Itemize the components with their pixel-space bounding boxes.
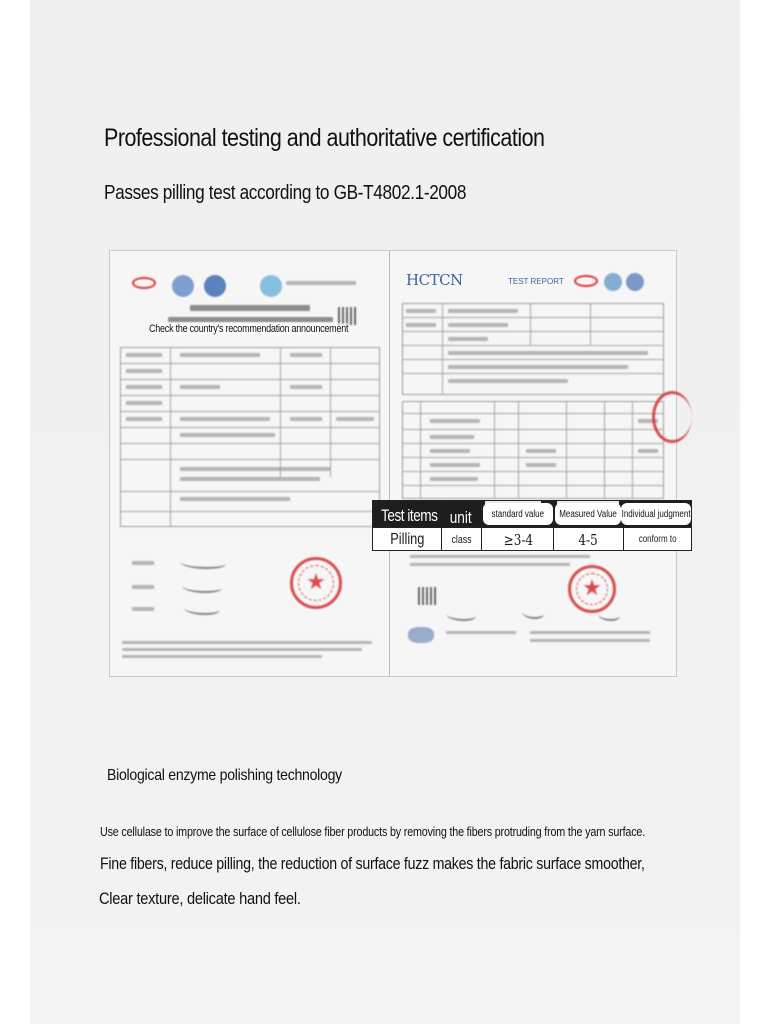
decor-text — [126, 401, 162, 405]
decor-line — [120, 491, 380, 492]
official-seal-icon — [652, 391, 692, 443]
decor-text — [430, 449, 470, 453]
decor-line — [120, 411, 380, 412]
decor-text — [530, 631, 650, 634]
decor-line — [402, 485, 664, 486]
cell-unit-text: class — [451, 533, 473, 546]
report-label: TEST REPORT — [508, 277, 564, 286]
decor-line — [402, 413, 664, 414]
page-title: Professional testing and authoritative certification — [104, 124, 545, 152]
decor-line — [494, 401, 495, 499]
decor-line — [530, 303, 531, 345]
spec-table — [372, 500, 692, 551]
decor-text — [526, 463, 556, 467]
cell-test-item-text: Pilling — [389, 530, 425, 548]
decor-text — [180, 385, 220, 389]
technology-description-line-2: Fine fibers, reduce pilling, the reduction of surface fuzz makes the fabric surface smoother, — [100, 855, 645, 873]
decor-text — [122, 641, 372, 644]
technology-title: Biological enzyme polishing technology — [107, 767, 342, 784]
cell-unit — [441, 528, 483, 551]
decor-text — [406, 309, 436, 313]
signature-icon — [598, 609, 620, 621]
decor-text — [430, 419, 480, 423]
decor-text — [448, 337, 488, 341]
header-judgment-text: Individual judgment — [621, 508, 691, 520]
certification-logo-icon — [204, 275, 226, 297]
seal-star-icon: ★ — [306, 568, 326, 594]
cma-logo-icon — [574, 275, 598, 287]
header-unit — [439, 506, 483, 530]
header-standard-value — [483, 503, 553, 525]
decor-line — [566, 401, 567, 499]
decor-line — [420, 401, 421, 499]
official-seal-icon — [290, 557, 342, 609]
cma-logo-icon — [132, 277, 156, 289]
header-unit-text: unit — [450, 508, 472, 527]
decor-text — [126, 417, 162, 421]
decor-line — [170, 347, 171, 527]
decor-text — [180, 497, 290, 501]
decor-text — [180, 353, 260, 357]
cell-measured-value — [553, 528, 623, 551]
decor-line — [402, 429, 664, 430]
decor-text — [530, 639, 650, 642]
cell-standard-value-text: ≥3-4 — [503, 530, 533, 549]
header-judgment — [621, 503, 691, 525]
decor-text — [180, 467, 330, 471]
certification-logo-icon — [626, 273, 644, 291]
decor-line — [604, 401, 605, 499]
decor-text — [168, 317, 333, 322]
decor-text — [430, 477, 478, 481]
decor-text — [336, 417, 374, 421]
decor-line — [402, 443, 664, 444]
decor-line — [120, 379, 380, 380]
decor-text — [132, 561, 154, 565]
certificate-note: Check the country's recommendation announcement — [149, 323, 349, 335]
decor-line — [120, 427, 380, 428]
official-seal-icon — [568, 565, 616, 613]
certification-logo-icon — [260, 275, 282, 297]
page-subtitle: Passes pilling test according to GB-T4802.1-2008 — [104, 182, 467, 204]
signature-icon — [182, 581, 222, 593]
technology-description-line-3: Clear texture, delicate hand feel. — [99, 889, 301, 908]
decor-line — [120, 459, 380, 460]
decor-line — [402, 457, 664, 458]
decor-text — [448, 351, 648, 355]
decor-line — [120, 511, 380, 512]
decor-line — [442, 303, 443, 395]
header-standard-value-text: standard value — [491, 508, 545, 520]
cell-standard-value — [483, 528, 553, 551]
decor-text — [290, 353, 322, 357]
header-test-items-text: Test items — [380, 506, 438, 525]
decor-text — [180, 477, 320, 481]
decor-line — [402, 471, 664, 472]
decor-text — [180, 417, 270, 421]
certificate-left — [110, 251, 389, 676]
decor-text — [448, 365, 628, 369]
decor-text — [126, 385, 162, 389]
header-measured-value-text: Measured Value — [559, 508, 617, 520]
decor-text — [430, 435, 474, 439]
decor-line — [330, 347, 331, 477]
header-test-items — [373, 504, 445, 528]
decor-line — [518, 401, 519, 499]
cell-test-item — [373, 528, 441, 551]
brand-logo: HCTCN — [406, 271, 463, 289]
seal-star-icon: ★ — [582, 574, 602, 600]
cell-measured-value-text: 4-5 — [578, 530, 598, 549]
cell-judgment — [623, 528, 693, 551]
decor-text — [448, 379, 568, 383]
decor-line — [632, 401, 633, 499]
signature-icon — [180, 557, 226, 569]
cell-judgment-text: conform to — [639, 534, 677, 545]
decor-text — [410, 563, 570, 566]
decor-text — [638, 449, 658, 453]
certificate-right — [390, 251, 677, 676]
decor-text — [180, 433, 275, 437]
decor-text — [126, 353, 162, 357]
decor-text — [406, 323, 436, 327]
decor-text — [448, 323, 508, 327]
decor-text — [126, 369, 162, 373]
decor-text — [122, 648, 362, 651]
decor-line — [120, 443, 380, 444]
certification-logo-icon — [172, 275, 194, 297]
certification-logo-icon — [408, 627, 434, 643]
header-measured-value — [555, 503, 621, 525]
signature-icon — [446, 609, 476, 621]
decor-text — [132, 607, 154, 611]
decor-text — [526, 449, 556, 453]
decor-line — [280, 347, 281, 477]
decor-text — [286, 281, 356, 285]
decor-text — [446, 631, 516, 634]
decor-text — [448, 309, 518, 313]
decor-text — [290, 385, 322, 389]
decor-text — [190, 305, 310, 311]
qr-code-icon — [418, 587, 436, 605]
decor-line — [120, 363, 380, 364]
signature-icon — [522, 607, 544, 619]
decor-text — [410, 555, 590, 558]
certification-logo-icon — [604, 273, 622, 291]
decor-line — [590, 303, 591, 345]
decor-text — [132, 585, 154, 589]
certificate-image-frame — [109, 250, 677, 677]
decor-text — [122, 655, 322, 658]
signature-icon — [184, 603, 220, 615]
decor-text — [290, 417, 322, 421]
decor-line — [120, 395, 380, 396]
technology-description-line-1: Use cellulase to improve the surface of cellulose fiber products by removing the fibers protruding from the yarn surface. — [100, 825, 646, 839]
decor-text — [430, 463, 480, 467]
